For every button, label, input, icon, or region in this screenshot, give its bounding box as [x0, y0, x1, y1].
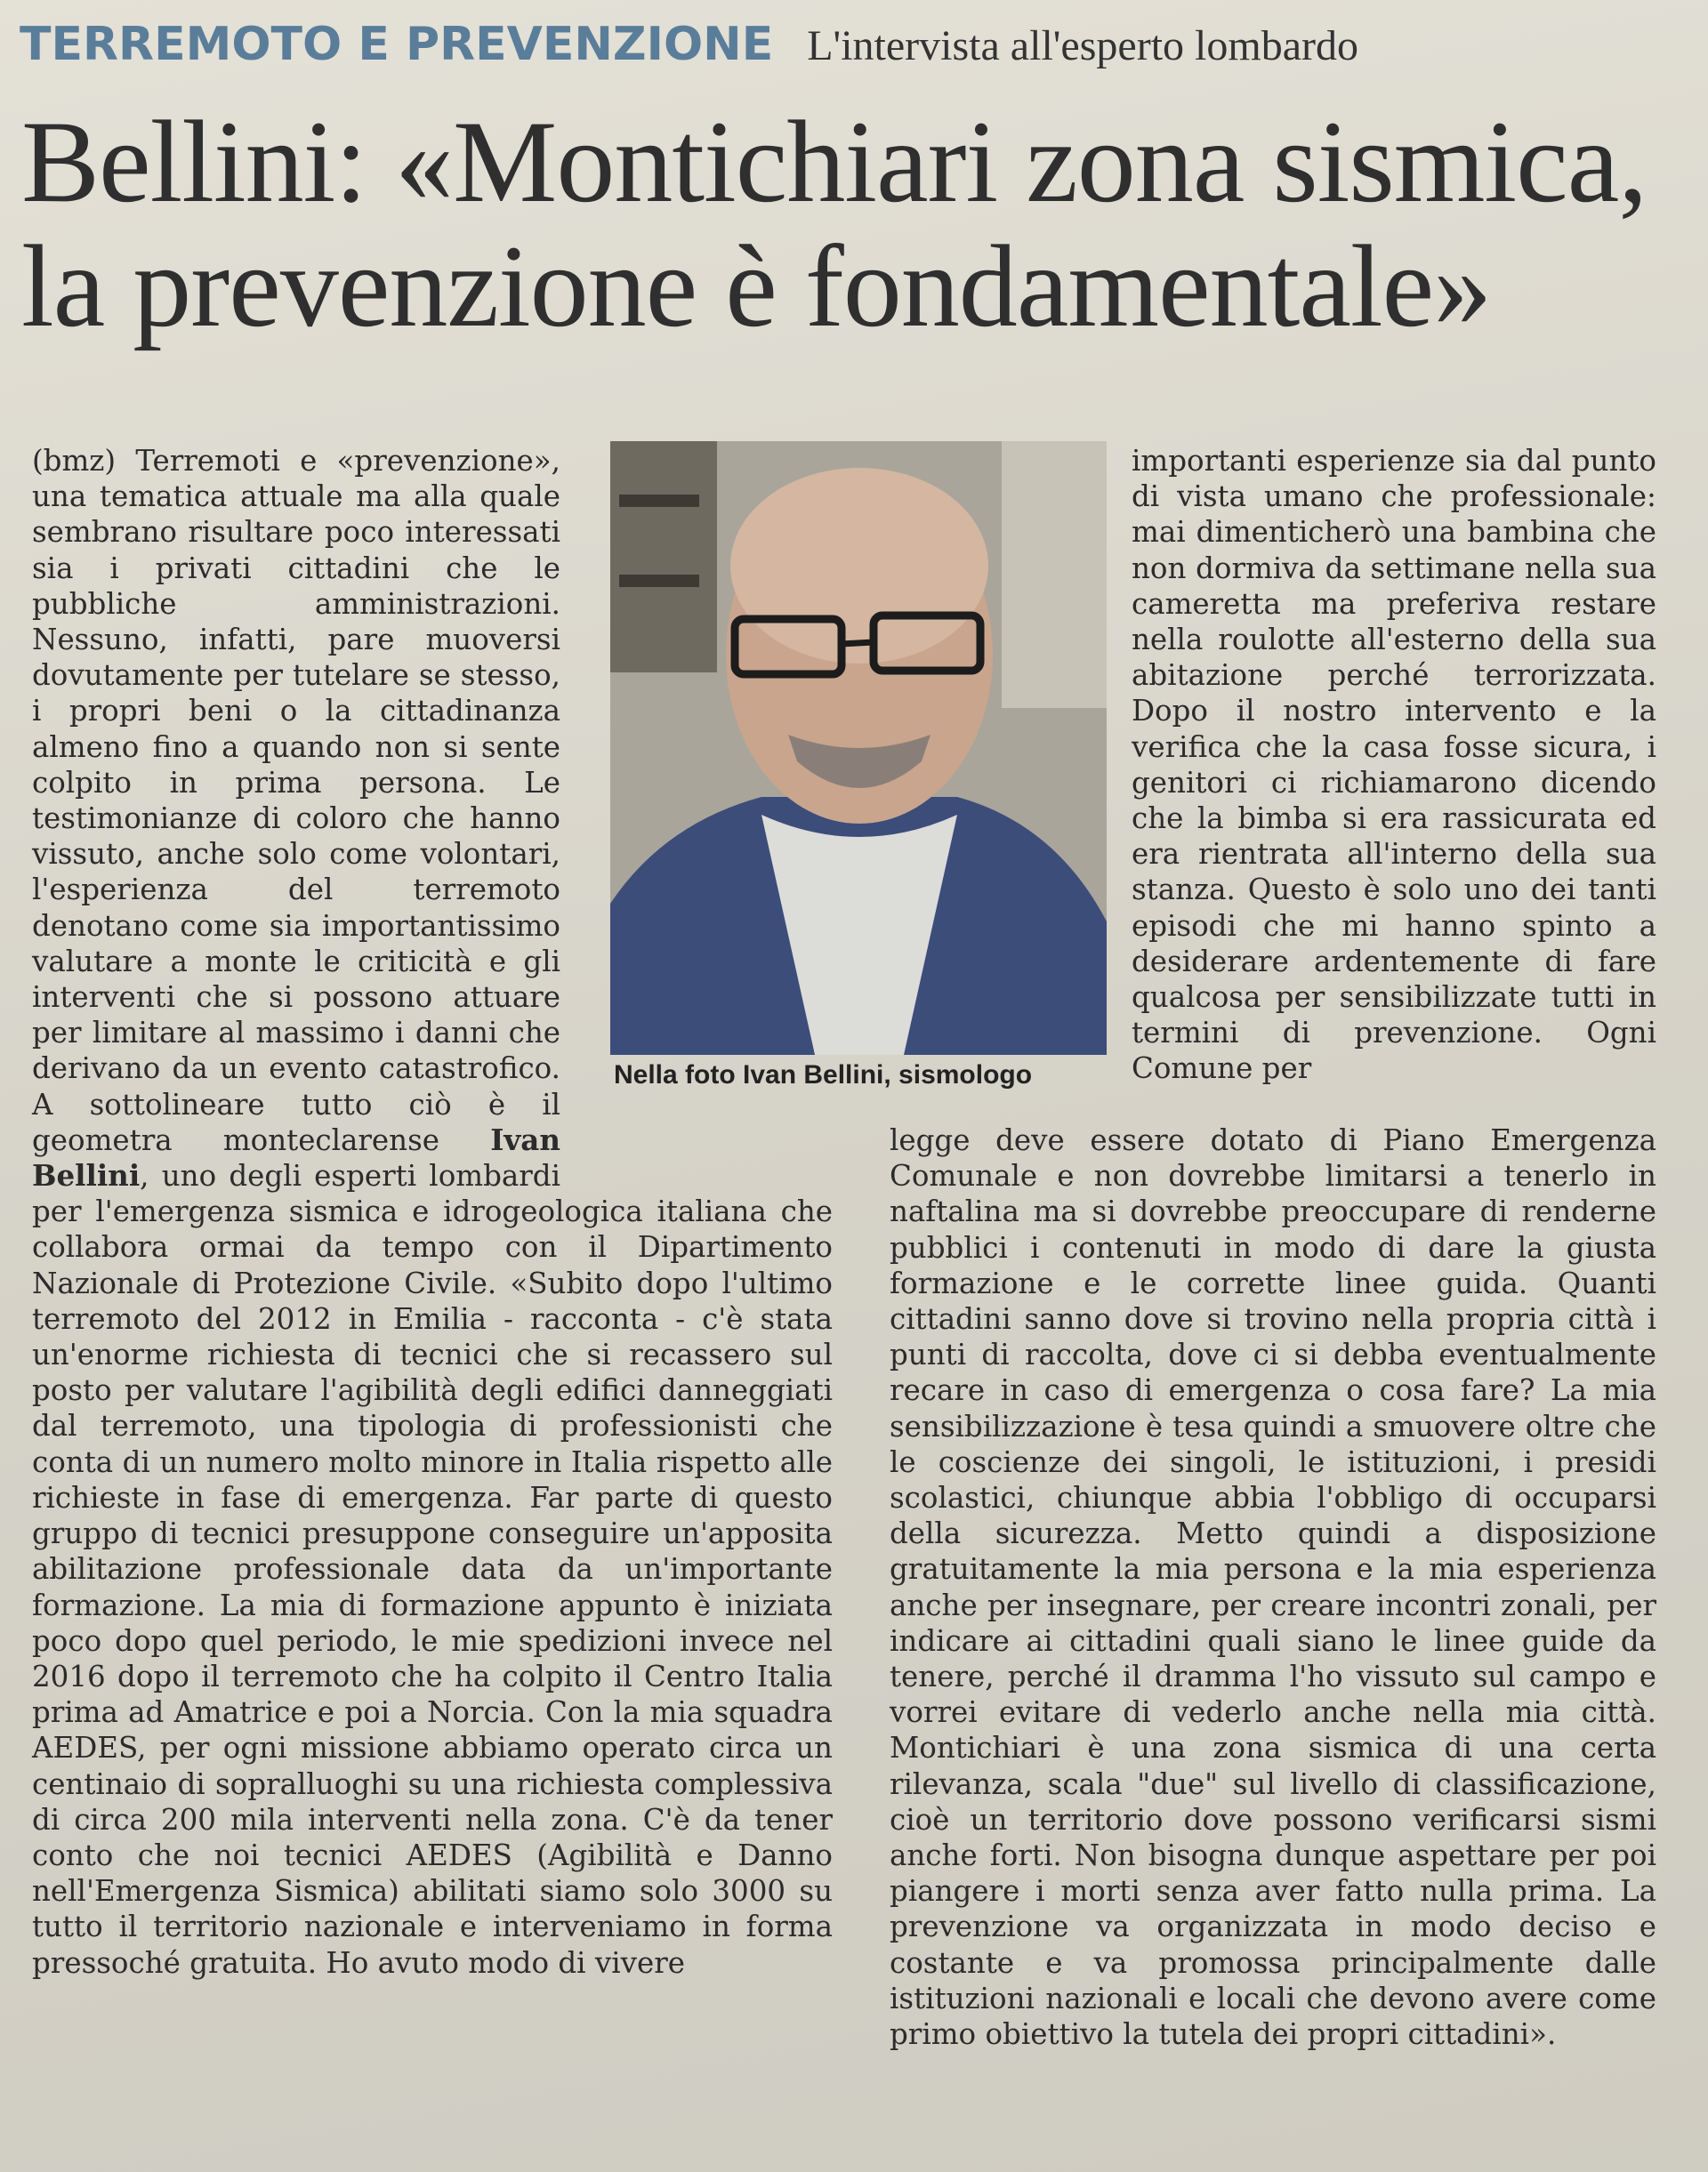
- section-tag: TERREMOTO E PREVENZIONE: [20, 18, 774, 71]
- article-column-right-bottom: [890, 1122, 1656, 2052]
- photo-caption: Nella foto Ivan Bellini, sismologo: [614, 1060, 1033, 1090]
- section-kicker: [20, 18, 1358, 82]
- headline-line-1: Bellini: «Montichiari zona sismica,: [21, 96, 1648, 227]
- article-body-text: , uno degli esperti lombardi per l'emergenza sismica e idrogeologica italiana che collabora ormai da tempo con il Dipartimento Nazionale di Protezione Civile. «Subito dopo l'ultimo terremoto del 2012 in Emilia - racconta - c'è stata un'enorme richiesta di tecnici che si recassero sul posto per valutare l'agibilità degli edifici danneggiati dal terremoto, una tipologia di professionisti che conta di un numero molto minore in Italia rispetto alle richieste in fase di emergenza. Far parte di questo gruppo di tecnici presuppone conseguire un'apposita abilitazione professionale data da un'importante formazione. La mia di formazione appunto è iniziata poco dopo quel periodo, le mie spedizioni invece nel 2016 dopo il terremoto che ha colpito il Centro Italia prima ad Amatrice e poi a Norcia. Con la mia squadra AEDES, per ogni missione abbiamo operato circa un centinaio di sopralluoghi su una richiesta complessiva di circa 200 mila interventi nella zona. C'è da tener conto che noi tecnici AEDES (Agibilità e Danno nell'Emergenza Sismica) abilitati siamo solo 3000 su tutto il territorio nazionale e interveniamo in forma pressoché gratuita. Ho avuto modo di vivere: [32, 1159, 833, 1980]
- portrait-photo: [610, 441, 1107, 1055]
- article-intro-text: (bmz) Terremoti e «prevenzione», una tematica attuale ma alla quale sembrano risultare poco interessati sia i privati cittadini che le pubbliche amministrazioni. Nessuno, infatti, pare muoversi dovutamente per tutelare se stesso, i propri beni o la cittadinanza almeno fino a quando non si sente colpito in prima persona. Le testimonianze di coloro che hanno vissuto, anche solo come volontari, l'esperienza del terremoto denotano come sia importantissimo valutare a monte le criticità e gli interventi che si possono attuare per limitare al massimo i danni che derivano da un evento catastrofico. A sottolineare tutto ciò è il geometra monteclarense: [32, 444, 560, 1157]
- headline-line-2: la prevenzione è fondamentale»: [21, 221, 1492, 351]
- person-name: Ivan Bellini: [32, 1122, 560, 1194]
- article-column-right-top: [1132, 443, 1656, 1087]
- article-right-bottom-text: legge deve essere dotato di Piano Emergenza Comunale e non dovrebbe limitarsi a tenerlo in naftalina ma si dovrebbe preoccupare di renderne pubblici i contenuti in modo di dare la giusta formazione e le corrette linee guida. Quanti cittadini sanno dove si trovino nella propria città i punti di raccolta, dove ci si debba eventualmente recare in caso di emergenza o cosa fare? La mia sensibilizzazione è tesa quindi a smuovere oltre che le coscienze dei singoli, le istituzioni, i presidi scolastici, chiunque abbia l'obbligo di occuparsi della sicurezza. Metto quindi a disposizione gratuitamente la mia persona e la mia esperienza anche per insegnare, per creare incontri zonali, per indicare ai cittadini quali siano le linee guide da tenere, perché il dramma l'ho vissuto sul campo e vorrei evitare di vederlo anche nella mia città. Montichiari è una zona sismica di una certa rilevanza, scala "due" sul livello di classificazione, cioè un territorio dove possono verificarsi sismi anche forti. Non bisogna dunque aspettare per poi piangere i morti senza aver fatto nulla prima. La prevenzione va organizzata in modo deciso e costante e va promossa principalmente dalle istituzioni nazionali e locali che devono avere come primo obiettivo la tutela dei propri cittadini».: [890, 1123, 1656, 2052]
- article-right-top-text: importanti esperienze sia dal punto di vista umano che professionale: mai dimenticherò una bambina che non dormiva da settimane nella sua cameretta ma preferiva restare nella roulotte all'esterno della sua abitazione perché terrorizzata. Dopo il nostro intervento e la verifica che la casa fosse sicura, i genitori ci richiamarono dicendo che la bimba si era rassicurata ed era rientrata all'interno della sua stanza. Questo è solo uno dei tanti episodi che mi hanno spinto a desiderare ardentemente di fare qualcosa per sensibilizzate tutti in termini di prevenzione. Ogni Comune per: [1132, 444, 1656, 1086]
- section-subtitle: L'intervista all'esperto lombardo: [807, 22, 1358, 69]
- headline: [21, 96, 1694, 351]
